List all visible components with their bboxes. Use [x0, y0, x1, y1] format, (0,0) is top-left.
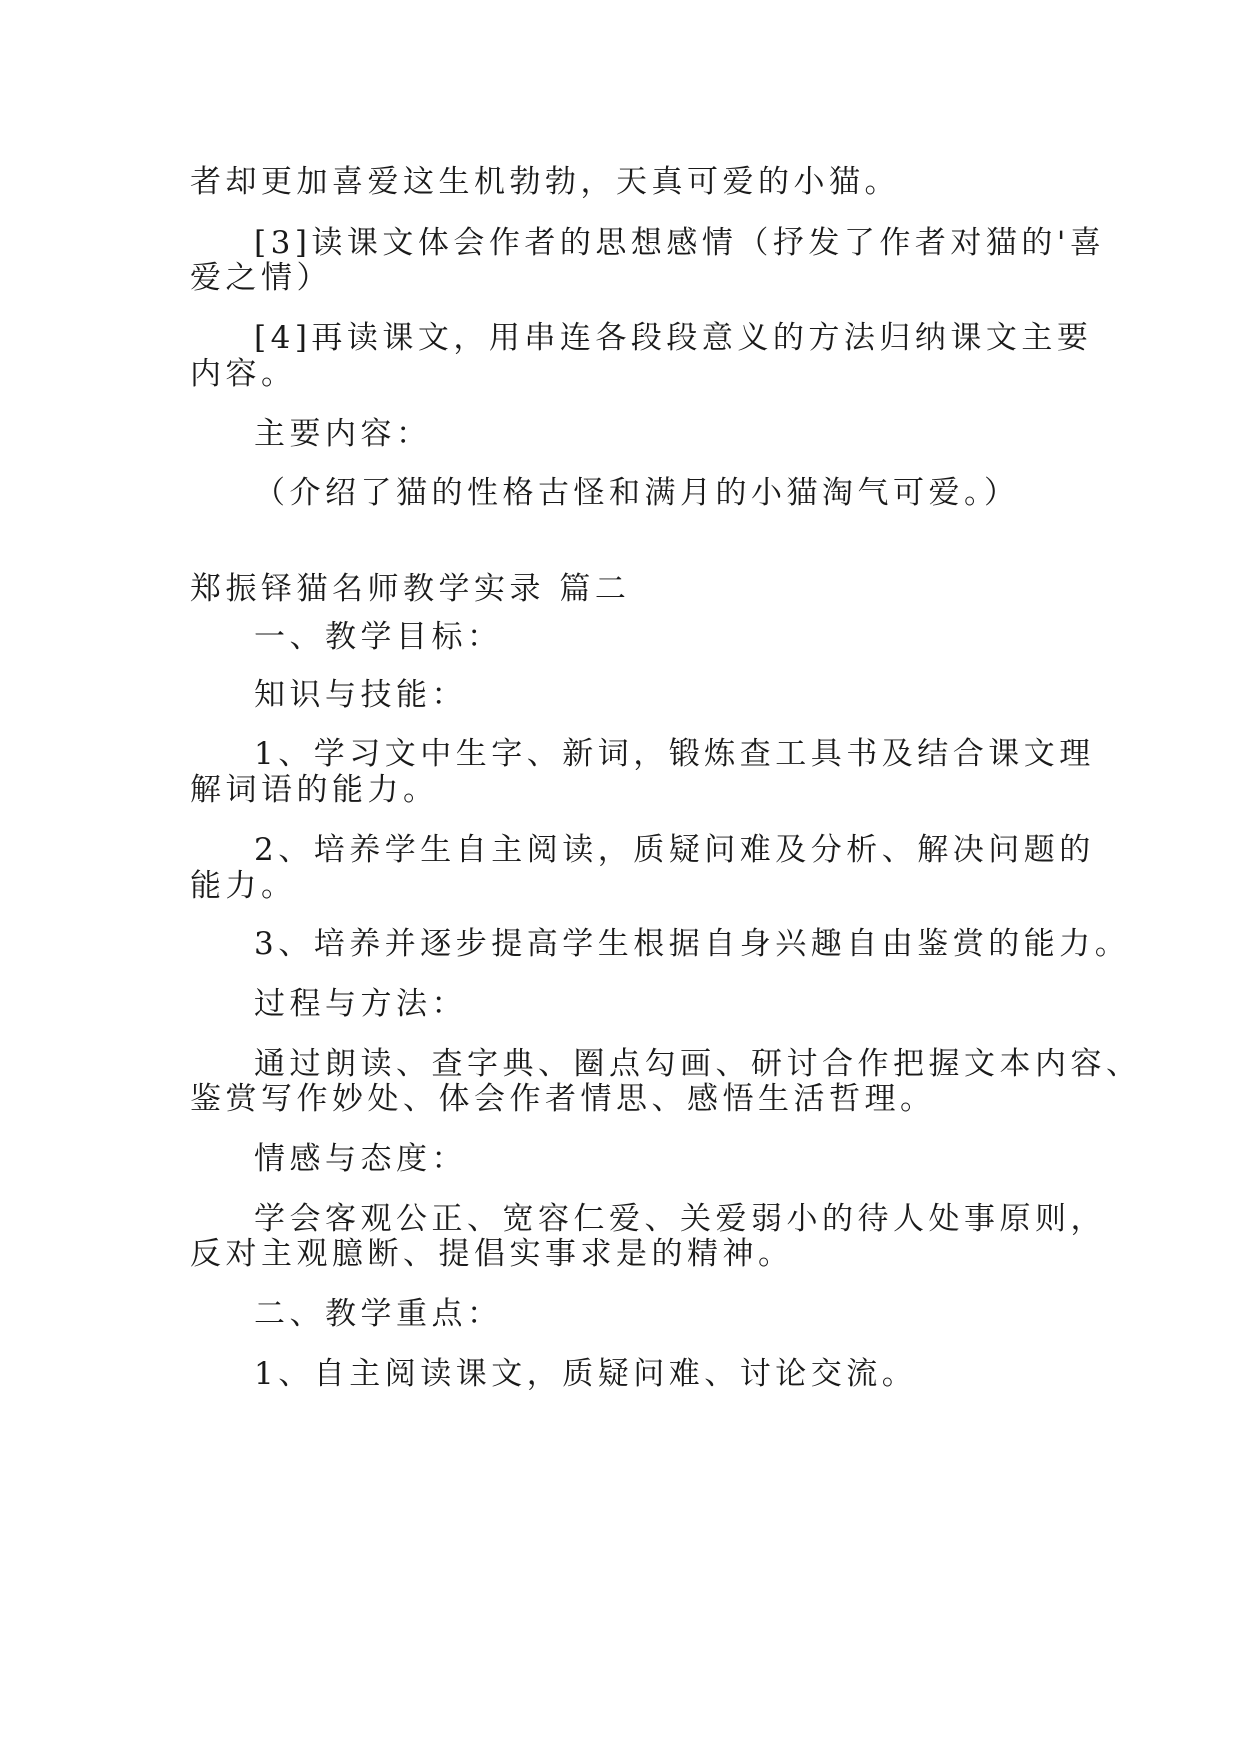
step4-line2: 内容。 — [190, 356, 297, 392]
main-content-text: （介绍了猫的性格古怪和满月的小猫淘气可爱。） — [254, 475, 1020, 511]
objectives-heading: 一、教学目标： — [254, 619, 503, 655]
item2-line2: 能力。 — [190, 868, 297, 904]
step3-line2: 爱之情） — [190, 260, 332, 296]
process-line2: 鉴赏写作妙处、体会作者情思、感悟生活哲理。 — [190, 1081, 936, 1117]
item3-line1: 3、培养并逐步提高学生根据自身兴趣自由鉴赏的能力。 — [254, 926, 1131, 962]
focus-item1: 1、自主阅读课文，质疑问难、讨论交流。 — [254, 1356, 918, 1392]
focus-heading: 二、教学重点： — [254, 1296, 503, 1332]
emotion-line2: 反对主观臆断、提倡实事求是的精神。 — [190, 1236, 794, 1272]
knowledge-label: 知识与技能： — [254, 677, 467, 713]
item1-line1: 1、学习文中生字、新词，锻炼查工具书及结合课文理 — [254, 736, 1095, 772]
process-line1: 通过朗读、查字典、圈点勾画、研讨合作把握文本内容、 — [254, 1046, 1142, 1082]
process-label: 过程与方法： — [254, 986, 467, 1022]
section-heading: 郑振铎猫名师教学实录 篇二 — [190, 571, 631, 607]
item2-line1: 2、培养学生自主阅读，质疑问难及分析、解决问题的 — [254, 832, 1095, 868]
item1-line2: 解词语的能力。 — [190, 772, 439, 808]
paragraph-continuation: 者却更加喜爱这生机勃勃，天真可爱的小猫。 — [190, 164, 900, 200]
step4-line1: [4]再读课文，用串连各段段意义的方法归纳课文主要 — [254, 320, 1093, 356]
step3-line1: [3]读课文体会作者的思想感情（抒发了作者对猫的'喜 — [254, 225, 1106, 261]
main-content-label: 主要内容： — [254, 416, 432, 452]
emotion-line1: 学会客观公正、宽容仁爱、关爱弱小的待人处事原则， — [254, 1201, 1106, 1237]
emotion-label: 情感与态度： — [254, 1141, 467, 1177]
